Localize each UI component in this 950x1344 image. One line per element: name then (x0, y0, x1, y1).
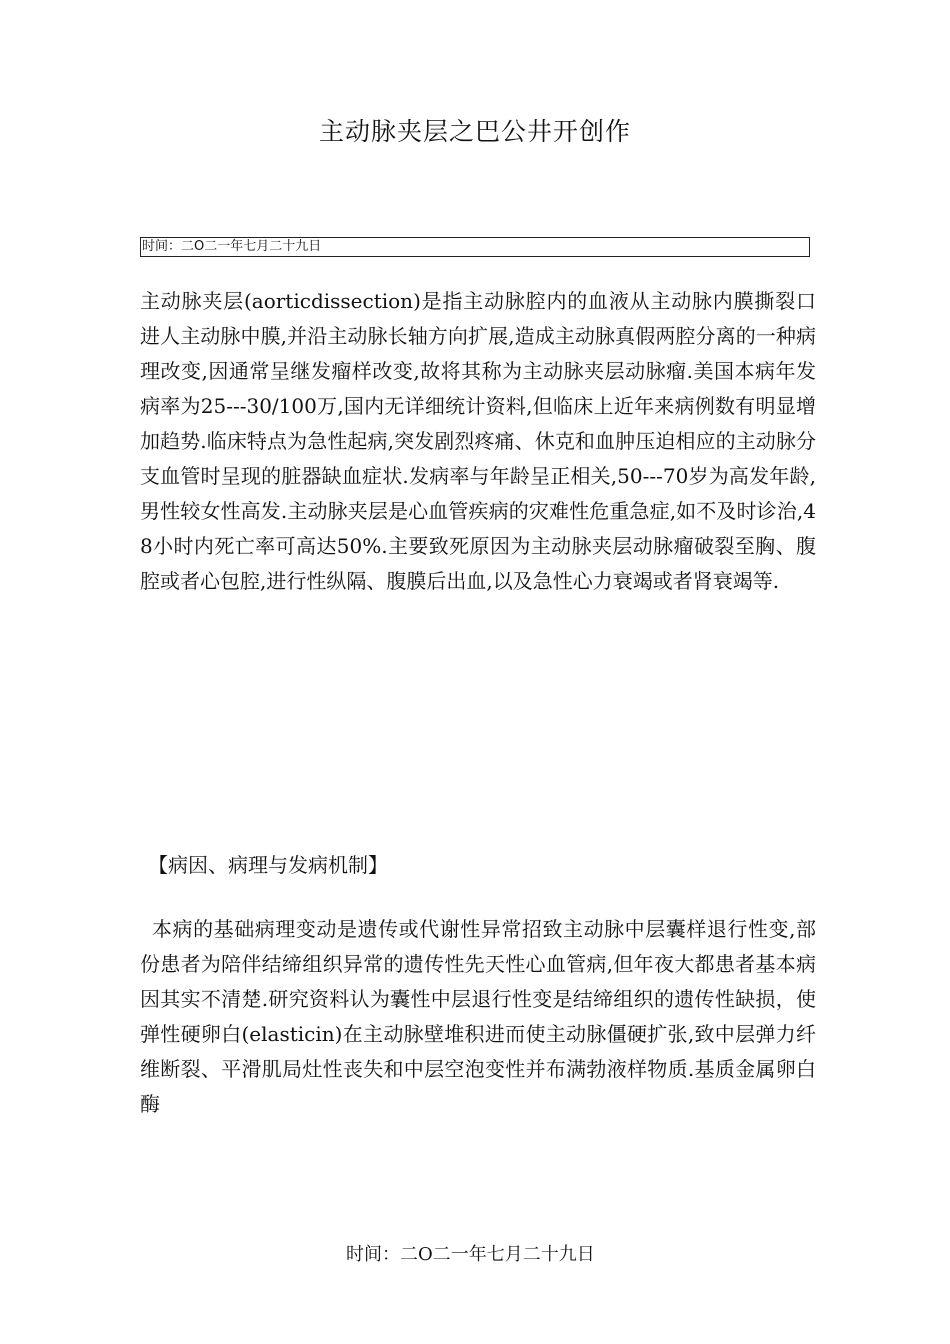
footer-date: 时间：二O二一年七月二十九日 (346, 1244, 595, 1265)
document-title: 主动脉夹层之巴公井开创作 (318, 117, 631, 146)
body-paragraph-2: 本病的基础病理变动是遗传或代谢性异常招致主动脉中层囊样退行性变,部份患者为陪伴结缔组织异常的遗传性先天性心血管病,但年夜大都患者基本病因其实不清楚.研究资料认为囊性中层退行性变是结缔组织的遗传性缺损，使弹性硬卵白(elasticin)在主动脉壁堆积进而使主动脉僵硬扩张,致中层弹力纤维断裂、平滑肌局灶性丧失和中层空泡变性并布满勃液样物质.基质金属卵白酶 (140, 917, 816, 1116)
body-paragraph-1: 主动脉夹层(aorticdissection)是指主动脉腔内的血液从主动脉内膜撕裂口进人主动脉中膜,并沿主动脉长轴方向扩展,造成主动脉真假两腔分离的一种病理改变,因通常呈继发瘤样改变,故将其称为主动脉夹层动脉瘤.美国本病年发病率为25---30/100万,国内无详细统计资料,但临床上近年来病例数有明显增加趋势.临床特点为急性起病,突发剧烈疼痛、休克和血肿压迫相应的主动脉分支血管时呈现的脏器缺血症状.发病率与年龄呈正相关,50---70岁为高发年龄,男性较女性高发.主动脉夹层是心血管疾病的灾难性危重急症,如不及时诊治,48小时内死亡率可高达50%.主要致死原因为主动脉夹层动脉瘤破裂至胸、腹腔或者心包腔,进行性纵隔、腹膜后出血,以及急性心力衰竭或者肾衰竭等. (140, 289, 816, 593)
date-line: 时间：二O二一年七月二十九日 (140, 237, 810, 257)
section-heading: 【病因、病理与发病机制】 (148, 853, 388, 877)
